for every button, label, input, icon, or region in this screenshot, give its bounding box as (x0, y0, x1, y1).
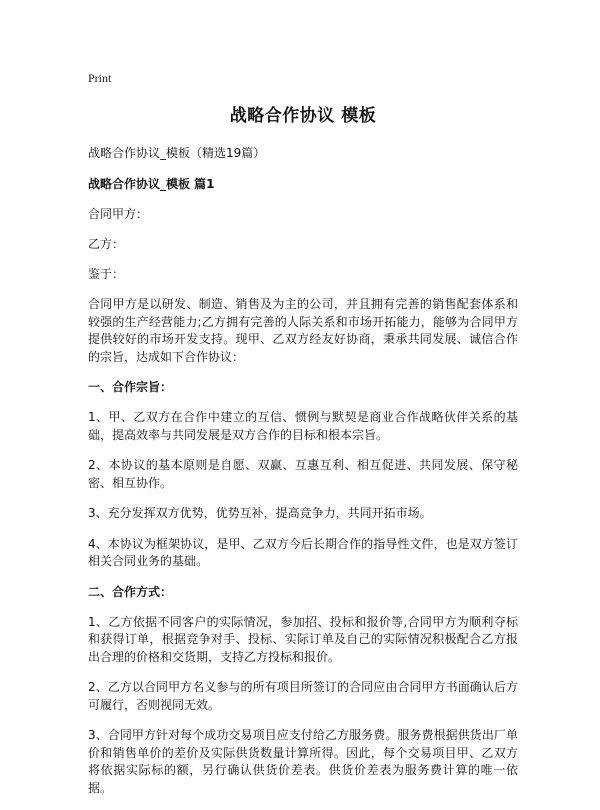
section-2-item: 1、乙方依据不同客户的实际情况，参加招、投标和报价等,合同甲方为顺利夺标和获得订单，根据竞争对手、投标、实际订单及自己的实际情况积极配合乙方报出合理的价格和交货期，支持乙方投标和报价。 (88, 614, 518, 664)
section-1-item: 1、甲、乙双方在合作中建立的互信、惯例与默契是商业合作战略伙伴关系的基础，提高效率与共同发展是双方合作的目标和根本宗旨。 (88, 410, 518, 442)
section-1-item: 4、本协议为框架协议，是甲、乙双方今后长期合作的指导性文件，也是双方签订相关合同业务的基础。 (88, 536, 518, 568)
section-2-heading: 二、合作方式： (88, 584, 173, 599)
document-page (88, 70, 518, 810)
intro-paragraph: 合同甲方是以研发、制造、销售及为主的公司，并且拥有完善的销售配套体系和较强的生产经营能力;乙方拥有完善的人际关系和市场开拓能力，能够为合同甲方提供较好的市场开发支持。现甲、乙双方经友好协商，秉承共同发展、诚信合作的宗旨，达成如下合作协议： (88, 297, 518, 364)
party-b-label: 乙方： (88, 237, 125, 251)
article-heading: 战略合作协议_模板 篇1 (88, 177, 215, 191)
section-1-heading: 一、合作宗旨： (88, 380, 173, 394)
section-1-item: 3、充分发挥双方优势，优势互补，提高竞争力，共同开拓市场。 (88, 506, 432, 520)
section-1-item: 2、本协议的基本原则是自愿、双赢、互惠互利、相互促进、共同发展、保守秘密、相互协作。 (88, 458, 518, 490)
document-subtitle: 战略合作协议_模板（精选19篇） (88, 146, 266, 160)
party-a-label: 合同甲方： (88, 207, 149, 221)
document-title: 战略合作协议 模板 (229, 106, 377, 126)
section-2-item: 2、乙方以合同甲方名义参与的所有项目所签订的合同应由合同甲方书面确认后方可履行，否则视同无效。 (88, 680, 518, 712)
section-2-item: 3、合同甲方针对每个成功交易项目应支付给乙方服务费。服务费根据供货出厂单价和销售单价的差价及实际供货数量计算所得。因此，每个交易项目甲、乙双方将依据实际标的额，另行确认供货价差表。供货价差表为服务费计算的唯一依据。 (88, 728, 518, 795)
print-link[interactable]: Print (88, 71, 112, 85)
witness-label: 鉴于： (88, 267, 125, 281)
